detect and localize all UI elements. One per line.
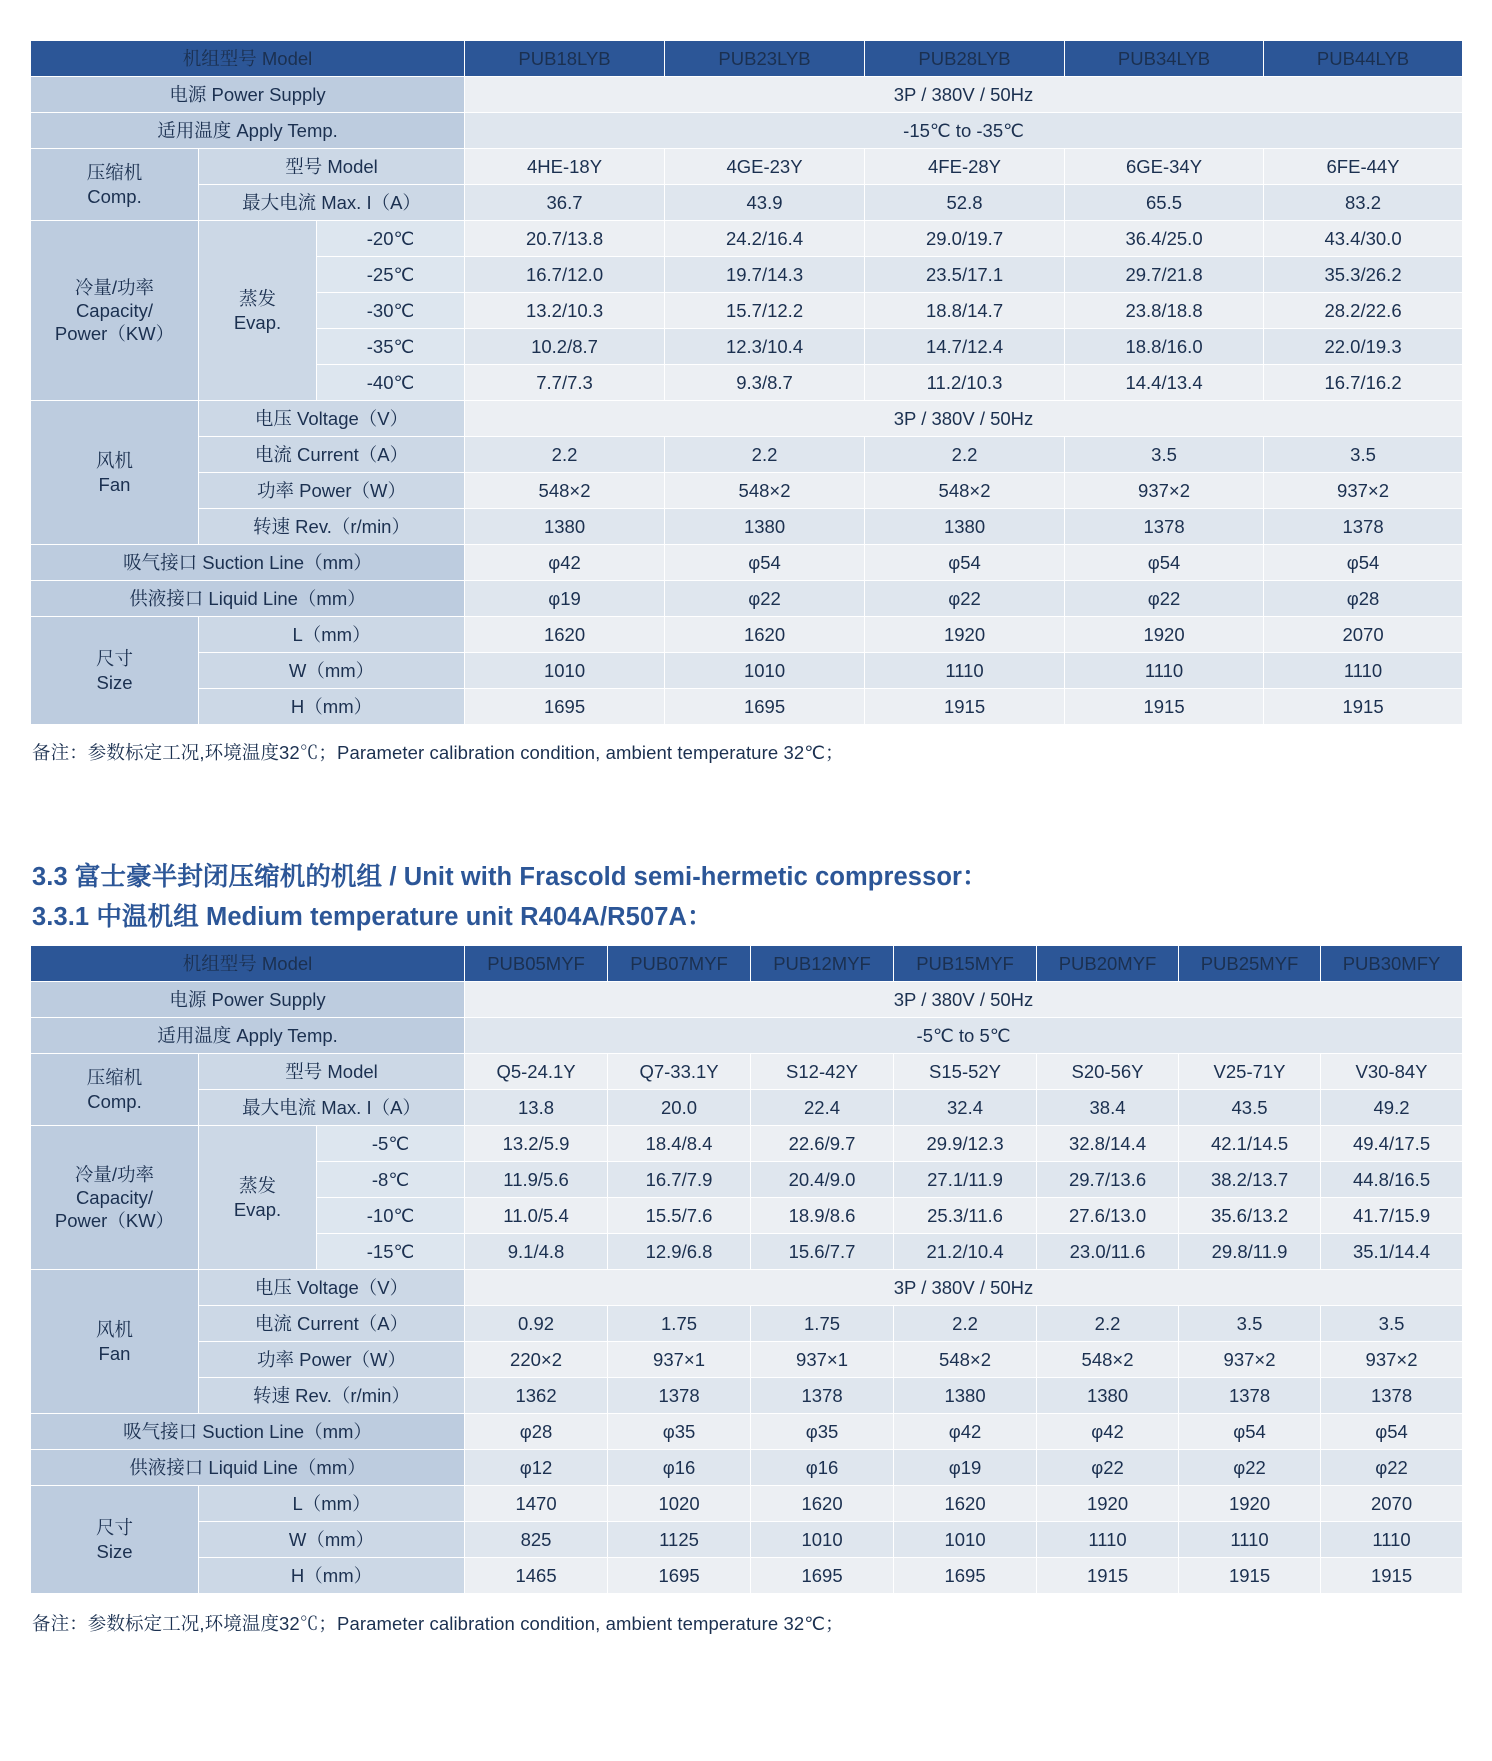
size-w-7: 1110 [1321, 1522, 1463, 1558]
fan-rev-7: 1378 [1321, 1378, 1463, 1414]
section-spacer [30, 765, 1462, 857]
capacity-1-7: 49.4/17.5 [1321, 1126, 1463, 1162]
table-row-fan-rev [31, 509, 1463, 545]
fan-current-4: 2.2 [894, 1306, 1037, 1342]
fan-voltage-value: 3P / 380V / 50Hz [465, 1270, 1463, 1306]
liquid-7: φ22 [1321, 1450, 1463, 1486]
comp-group-label [31, 1054, 199, 1126]
model-header-6: PUB25MYF [1179, 946, 1321, 982]
suction-5: φ54 [1264, 545, 1463, 581]
comp-maxi-label: 最大电流 Max. I（A） [199, 1090, 465, 1126]
table-row-fan-rev [31, 1378, 1463, 1414]
fan-power-2: 937×1 [608, 1342, 751, 1378]
fan-power-5: 548×2 [1037, 1342, 1179, 1378]
fan-rev-1: 1362 [465, 1378, 608, 1414]
power-supply-label: 电源 Power Supply [31, 982, 465, 1018]
table-row-capacity-1 [31, 1126, 1463, 1162]
comp-label-en: Comp. [87, 185, 142, 207]
size-w-5: 1110 [1264, 653, 1463, 689]
capacity-2-5: 35.3/26.2 [1264, 257, 1463, 293]
size-w-2: 1010 [665, 653, 865, 689]
capacity-4-2: 12.3/10.4 [665, 329, 865, 365]
model-header-5: PUB44LYB [1264, 41, 1463, 77]
power-supply-label: 电源 Power Supply [31, 77, 465, 113]
capacity-5-4: 14.4/13.4 [1065, 365, 1264, 401]
size-group-label [31, 1486, 199, 1594]
comp-model-2: 4GE‐23Y [665, 149, 865, 185]
capacity-3-2: 15.7/12.2 [665, 293, 865, 329]
fan-current-4: 3.5 [1065, 437, 1264, 473]
fan-rev-3: 1378 [751, 1378, 894, 1414]
capacity-group-label [31, 1126, 199, 1270]
capacity-3-5: 27.6/13.0 [1037, 1198, 1179, 1234]
capacity-3-5: 28.2/22.6 [1264, 293, 1463, 329]
apply-temp-value: -15℃ to -35℃ [465, 113, 1463, 149]
section-heading-3-3: 3.3 富士豪半封闭压缩机的机组 / Unit with Frascold semi-hermetic compressor： [32, 863, 988, 891]
capacity-label-en1: Capacity/ [75, 1186, 154, 1208]
model-header-3: PUB28LYB [865, 41, 1065, 77]
fan-voltage-label: 电压 Voltage（V） [199, 1270, 465, 1306]
capacity-temp-2: -8℃ [317, 1162, 465, 1198]
comp-model-label: 型号 Model [199, 149, 465, 185]
fan-current-6: 3.5 [1179, 1306, 1321, 1342]
low-temperature-unit-spec-table [30, 40, 1463, 725]
model-header-1: PUB18LYB [465, 41, 665, 77]
size-w-3: 1110 [865, 653, 1065, 689]
capacity-4-6: 29.8/11.9 [1179, 1234, 1321, 1270]
liquid-label: 供液接口 Liquid Line（mm） [31, 1450, 465, 1486]
capacity-3-1: 11.0/5.4 [465, 1198, 608, 1234]
liquid-6: φ22 [1179, 1450, 1321, 1486]
fan-rev-3: 1380 [865, 509, 1065, 545]
fan-power-label: 功率 Power（W） [199, 1342, 465, 1378]
capacity-5-1: 7.7/7.3 [465, 365, 665, 401]
table-row-suction [31, 545, 1463, 581]
size-w-3: 1010 [751, 1522, 894, 1558]
comp-model-4: S15‐52Y [894, 1054, 1037, 1090]
capacity-2-4: 29.7/21.8 [1065, 257, 1264, 293]
capacity-2-6: 38.2/13.7 [1179, 1162, 1321, 1198]
capacity-3-3: 18.8/14.7 [865, 293, 1065, 329]
size-h-3: 1695 [751, 1558, 894, 1594]
capacity-temp-1: -5℃ [317, 1126, 465, 1162]
capacity-temp-4: -35℃ [317, 329, 465, 365]
comp-maxi-4: 65.5 [1065, 185, 1264, 221]
model-header-5: PUB20MYF [1037, 946, 1179, 982]
capacity-label-en2: Power（KW） [54, 323, 175, 345]
table1-note: 备注：参数标定工况,环境温度32℃；Parameter calibration condition, ambient temperature 32℃； [32, 742, 844, 763]
evap-label-en: Evap. [233, 1198, 282, 1220]
suction-3: φ35 [751, 1414, 894, 1450]
size-w-4: 1010 [894, 1522, 1037, 1558]
capacity-label-en2: Power（KW） [54, 1210, 175, 1232]
capacity-4-1: 9.1/4.8 [465, 1234, 608, 1270]
capacity-1-6: 42.1/14.5 [1179, 1126, 1321, 1162]
size-dim-l: L（mm） [199, 1486, 465, 1522]
size-l-5: 1920 [1037, 1486, 1179, 1522]
model-header-label: 机组型号 Model [31, 946, 465, 982]
fan-rev-4: 1378 [1065, 509, 1264, 545]
size-dim-h: H（mm） [199, 1558, 465, 1594]
size-l-2: 1620 [665, 617, 865, 653]
fan-rev-1: 1380 [465, 509, 665, 545]
size-h-4: 1915 [1065, 689, 1264, 725]
comp-maxi-2: 43.9 [665, 185, 865, 221]
table-row-size-l [31, 1486, 1463, 1522]
evap-label-en: Evap. [233, 311, 282, 333]
size-l-1: 1470 [465, 1486, 608, 1522]
size-h-4: 1695 [894, 1558, 1037, 1594]
comp-model-5: S20‐56Y [1037, 1054, 1179, 1090]
capacity-1-4: 36.4/25.0 [1065, 221, 1264, 257]
model-header-1: PUB05MYF [465, 946, 608, 982]
fan-rev-6: 1378 [1179, 1378, 1321, 1414]
size-label-en: Size [96, 1540, 133, 1562]
capacity-2-3: 23.5/17.1 [865, 257, 1065, 293]
model-header-7: PUB30MFY [1321, 946, 1463, 982]
capacity-2-2: 19.7/14.3 [665, 257, 865, 293]
comp-model-3: 4FE‐28Y [865, 149, 1065, 185]
fan-rev-5: 1380 [1037, 1378, 1179, 1414]
size-l-5: 2070 [1264, 617, 1463, 653]
capacity-3-1: 13.2/10.3 [465, 293, 665, 329]
comp-group-label [31, 149, 199, 221]
fan-current-1: 2.2 [465, 437, 665, 473]
suction-label: 吸气接口 Suction Line（mm） [31, 545, 465, 581]
size-w-5: 1110 [1037, 1522, 1179, 1558]
fan-label-cn: 风机 [95, 450, 133, 472]
size-h-5: 1915 [1037, 1558, 1179, 1594]
size-w-2: 1125 [608, 1522, 751, 1558]
fan-current-5: 2.2 [1037, 1306, 1179, 1342]
comp-label-cn: 压缩机 [86, 162, 143, 184]
capacity-4-5: 23.0/11.6 [1037, 1234, 1179, 1270]
liquid-5: φ22 [1037, 1450, 1179, 1486]
evap-label [199, 221, 317, 401]
table-row-fan-current [31, 437, 1463, 473]
capacity-5-3: 11.2/10.3 [865, 365, 1065, 401]
suction-3: φ54 [865, 545, 1065, 581]
liquid-4: φ19 [894, 1450, 1037, 1486]
comp-maxi-3: 52.8 [865, 185, 1065, 221]
fan-current-5: 3.5 [1264, 437, 1463, 473]
capacity-temp-3: -10℃ [317, 1198, 465, 1234]
comp-model-5: 6FE‐44Y [1264, 149, 1463, 185]
fan-rev-2: 1378 [608, 1378, 751, 1414]
model-header-4: PUB34LYB [1065, 41, 1264, 77]
comp-model-7: V30‐84Y [1321, 1054, 1463, 1090]
size-dim-w: W（mm） [199, 653, 465, 689]
comp-model-1: 4HE‐18Y [465, 149, 665, 185]
capacity-temp-4: -15℃ [317, 1234, 465, 1270]
table-row-fan-power [31, 1342, 1463, 1378]
table-row-fan-current [31, 1306, 1463, 1342]
comp-maxi-2: 20.0 [608, 1090, 751, 1126]
suction-4: φ42 [894, 1414, 1037, 1450]
fan-label-en: Fan [98, 473, 131, 495]
fan-group-label [31, 401, 199, 545]
capacity-4-5: 22.0/19.3 [1264, 329, 1463, 365]
medium-temperature-unit-spec-table [30, 945, 1463, 1594]
model-header-4: PUB15MYF [894, 946, 1037, 982]
fan-rev-5: 1378 [1264, 509, 1463, 545]
evap-label-cn: 蒸发 [238, 288, 276, 310]
section-heading-3-3-1: 3.3.1 中温机组 Medium temperature unit R404A/R507A： [32, 903, 713, 931]
table-row-comp-maxi [31, 185, 1463, 221]
size-h-3: 1915 [865, 689, 1065, 725]
size-h-5: 1915 [1264, 689, 1463, 725]
capacity-4-2: 12.9/6.8 [608, 1234, 751, 1270]
capacity-label-cn: 冷量/功率 [74, 276, 155, 298]
suction-1: φ28 [465, 1414, 608, 1450]
size-w-6: 1110 [1179, 1522, 1321, 1558]
suction-7: φ54 [1321, 1414, 1463, 1450]
capacity-1-1: 20.7/13.8 [465, 221, 665, 257]
fan-current-3: 2.2 [865, 437, 1065, 473]
comp-maxi-1: 36.7 [465, 185, 665, 221]
size-h-2: 1695 [665, 689, 865, 725]
fan-current-label: 电流 Current（A） [199, 1306, 465, 1342]
size-label-en: Size [96, 671, 133, 693]
table-row-suction [31, 1414, 1463, 1450]
comp-maxi-1: 13.8 [465, 1090, 608, 1126]
table-row-power-supply [31, 77, 1463, 113]
fan-power-4: 548×2 [894, 1342, 1037, 1378]
size-dim-l: L（mm） [199, 617, 465, 653]
capacity-2-5: 29.7/13.6 [1037, 1162, 1179, 1198]
size-w-1: 1010 [465, 653, 665, 689]
table-row-size-w [31, 653, 1463, 689]
capacity-temp-1: -20℃ [317, 221, 465, 257]
capacity-2-4: 27.1/11.9 [894, 1162, 1037, 1198]
size-group-label [31, 617, 199, 725]
comp-maxi-5: 38.4 [1037, 1090, 1179, 1126]
capacity-label-en1: Capacity/ [75, 299, 154, 321]
capacity-label-cn: 冷量/功率 [74, 1163, 155, 1185]
fan-current-2: 1.75 [608, 1306, 751, 1342]
size-h-6: 1915 [1179, 1558, 1321, 1594]
fan-power-1: 548×2 [465, 473, 665, 509]
capacity-4-4: 21.2/10.4 [894, 1234, 1037, 1270]
size-label-cn: 尺寸 [95, 648, 133, 670]
size-l-4: 1920 [1065, 617, 1264, 653]
apply-temp-value: -5℃ to 5℃ [465, 1018, 1463, 1054]
fan-rev-2: 1380 [665, 509, 865, 545]
capacity-4-3: 14.7/12.4 [865, 329, 1065, 365]
comp-model-1: Q5‐24.1Y [465, 1054, 608, 1090]
capacity-4-4: 18.8/16.0 [1065, 329, 1264, 365]
capacity-1-1: 13.2/5.9 [465, 1126, 608, 1162]
comp-model-2: Q7‐33.1Y [608, 1054, 751, 1090]
fan-label-cn: 风机 [95, 1319, 133, 1341]
table-row-comp-model [31, 149, 1463, 185]
size-dim-h: H（mm） [199, 689, 465, 725]
fan-power-2: 548×2 [665, 473, 865, 509]
table-row-liquid [31, 1450, 1463, 1486]
size-l-6: 1920 [1179, 1486, 1321, 1522]
power-supply-value: 3P / 380V / 50Hz [465, 77, 1463, 113]
fan-power-6: 937×2 [1179, 1342, 1321, 1378]
capacity-3-2: 15.5/7.6 [608, 1198, 751, 1234]
size-w-4: 1110 [1065, 653, 1264, 689]
table-row-size-h [31, 1558, 1463, 1594]
comp-label-cn: 压缩机 [86, 1067, 143, 1089]
table-row-fan-voltage [31, 401, 1463, 437]
fan-power-label: 功率 Power（W） [199, 473, 465, 509]
capacity-5-5: 16.7/16.2 [1264, 365, 1463, 401]
liquid-3: φ16 [751, 1450, 894, 1486]
suction-2: φ35 [608, 1414, 751, 1450]
table-row-comp-model [31, 1054, 1463, 1090]
size-l-2: 1020 [608, 1486, 751, 1522]
size-w-1: 825 [465, 1522, 608, 1558]
comp-model-3: S12‐42Y [751, 1054, 894, 1090]
comp-maxi-7: 49.2 [1321, 1090, 1463, 1126]
table-row-apply-temp [31, 113, 1463, 149]
table-row-model [31, 946, 1463, 982]
fan-power-3: 548×2 [865, 473, 1065, 509]
liquid-3: φ22 [865, 581, 1065, 617]
capacity-3-4: 25.3/11.6 [894, 1198, 1037, 1234]
fan-current-7: 3.5 [1321, 1306, 1463, 1342]
evap-label-cn: 蒸发 [238, 1175, 276, 1197]
fan-current-label: 电流 Current（A） [199, 437, 465, 473]
capacity-3-4: 23.8/18.8 [1065, 293, 1264, 329]
comp-maxi-label: 最大电流 Max. I（A） [199, 185, 465, 221]
evap-label [199, 1126, 317, 1270]
table-row-fan-voltage [31, 1270, 1463, 1306]
model-header-3: PUB12MYF [751, 946, 894, 982]
liquid-4: φ22 [1065, 581, 1264, 617]
capacity-5-2: 9.3/8.7 [665, 365, 865, 401]
fan-power-5: 937×2 [1264, 473, 1463, 509]
table-row-power-supply [31, 982, 1463, 1018]
fan-current-1: 0.92 [465, 1306, 608, 1342]
size-label-cn: 尺寸 [95, 1517, 133, 1539]
liquid-1: φ12 [465, 1450, 608, 1486]
model-header-label: 机组型号 Model [31, 41, 465, 77]
fan-current-3: 1.75 [751, 1306, 894, 1342]
model-header-2: PUB23LYB [665, 41, 865, 77]
capacity-2-3: 20.4/9.0 [751, 1162, 894, 1198]
table-row-size-l [31, 617, 1463, 653]
fan-rev-label: 转速 Rev.（r/min） [199, 1378, 465, 1414]
capacity-1-4: 29.9/12.3 [894, 1126, 1037, 1162]
suction-4: φ54 [1065, 545, 1264, 581]
table-row-size-h [31, 689, 1463, 725]
capacity-2-1: 16.7/12.0 [465, 257, 665, 293]
comp-maxi-4: 32.4 [894, 1090, 1037, 1126]
suction-2: φ54 [665, 545, 865, 581]
comp-label-en: Comp. [87, 1090, 142, 1112]
comp-maxi-6: 43.5 [1179, 1090, 1321, 1126]
comp-model-label: 型号 Model [199, 1054, 465, 1090]
suction-1: φ42 [465, 545, 665, 581]
table-row-capacity-1 [31, 221, 1463, 257]
liquid-5: φ28 [1264, 581, 1463, 617]
comp-maxi-3: 22.4 [751, 1090, 894, 1126]
capacity-2-7: 44.8/16.5 [1321, 1162, 1463, 1198]
table-row-apply-temp [31, 1018, 1463, 1054]
capacity-temp-2: -25℃ [317, 257, 465, 293]
size-dim-w: W（mm） [199, 1522, 465, 1558]
size-l-3: 1920 [865, 617, 1065, 653]
comp-model-4: 6GE‐34Y [1065, 149, 1264, 185]
liquid-2: φ22 [665, 581, 865, 617]
table-row-liquid [31, 581, 1463, 617]
size-l-4: 1620 [894, 1486, 1037, 1522]
capacity-2-2: 16.7/7.9 [608, 1162, 751, 1198]
fan-power-3: 937×1 [751, 1342, 894, 1378]
fan-power-4: 937×2 [1065, 473, 1264, 509]
power-supply-value: 3P / 380V / 50Hz [465, 982, 1463, 1018]
capacity-temp-5: -40℃ [317, 365, 465, 401]
fan-power-7: 937×2 [1321, 1342, 1463, 1378]
capacity-4-3: 15.6/7.7 [751, 1234, 894, 1270]
suction-6: φ54 [1179, 1414, 1321, 1450]
size-h-2: 1695 [608, 1558, 751, 1594]
table-row-fan-power [31, 473, 1463, 509]
capacity-temp-3: -30℃ [317, 293, 465, 329]
fan-group-label [31, 1270, 199, 1414]
fan-voltage-value: 3P / 380V / 50Hz [465, 401, 1463, 437]
table-row-comp-maxi [31, 1090, 1463, 1126]
comp-maxi-5: 83.2 [1264, 185, 1463, 221]
fan-rev-4: 1380 [894, 1378, 1037, 1414]
liquid-1: φ19 [465, 581, 665, 617]
capacity-3-6: 35.6/13.2 [1179, 1198, 1321, 1234]
capacity-1-5: 43.4/30.0 [1264, 221, 1463, 257]
liquid-label: 供液接口 Liquid Line（mm） [31, 581, 465, 617]
capacity-1-2: 18.4/8.4 [608, 1126, 751, 1162]
fan-current-2: 2.2 [665, 437, 865, 473]
size-l-3: 1620 [751, 1486, 894, 1522]
size-h-1: 1465 [465, 1558, 608, 1594]
capacity-4-7: 35.1/14.4 [1321, 1234, 1463, 1270]
size-h-7: 1915 [1321, 1558, 1463, 1594]
capacity-1-5: 32.8/14.4 [1037, 1126, 1179, 1162]
size-l-7: 2070 [1321, 1486, 1463, 1522]
comp-model-6: V25‐71Y [1179, 1054, 1321, 1090]
model-header-2: PUB07MYF [608, 946, 751, 982]
liquid-2: φ16 [608, 1450, 751, 1486]
table2-note: 备注：参数标定工况,环境温度32℃；Parameter calibration condition, ambient temperature 32℃； [32, 1613, 844, 1634]
capacity-1-3: 22.6/9.7 [751, 1126, 894, 1162]
apply-temp-label: 适用温度 Apply Temp. [31, 113, 465, 149]
suction-5: φ42 [1037, 1414, 1179, 1450]
capacity-3-3: 18.9/8.6 [751, 1198, 894, 1234]
fan-power-1: 220×2 [465, 1342, 608, 1378]
fan-voltage-label: 电压 Voltage（V） [199, 401, 465, 437]
fan-label-en: Fan [98, 1342, 131, 1364]
capacity-4-1: 10.2/8.7 [465, 329, 665, 365]
capacity-1-2: 24.2/16.4 [665, 221, 865, 257]
capacity-3-7: 41.7/15.9 [1321, 1198, 1463, 1234]
suction-label: 吸气接口 Suction Line（mm） [31, 1414, 465, 1450]
size-l-1: 1620 [465, 617, 665, 653]
apply-temp-label: 适用温度 Apply Temp. [31, 1018, 465, 1054]
table-row-model [31, 41, 1463, 77]
capacity-1-3: 29.0/19.7 [865, 221, 1065, 257]
size-h-1: 1695 [465, 689, 665, 725]
fan-rev-label: 转速 Rev.（r/min） [199, 509, 465, 545]
capacity-2-1: 11.9/5.6 [465, 1162, 608, 1198]
table-row-size-w [31, 1522, 1463, 1558]
capacity-group-label [31, 221, 199, 401]
